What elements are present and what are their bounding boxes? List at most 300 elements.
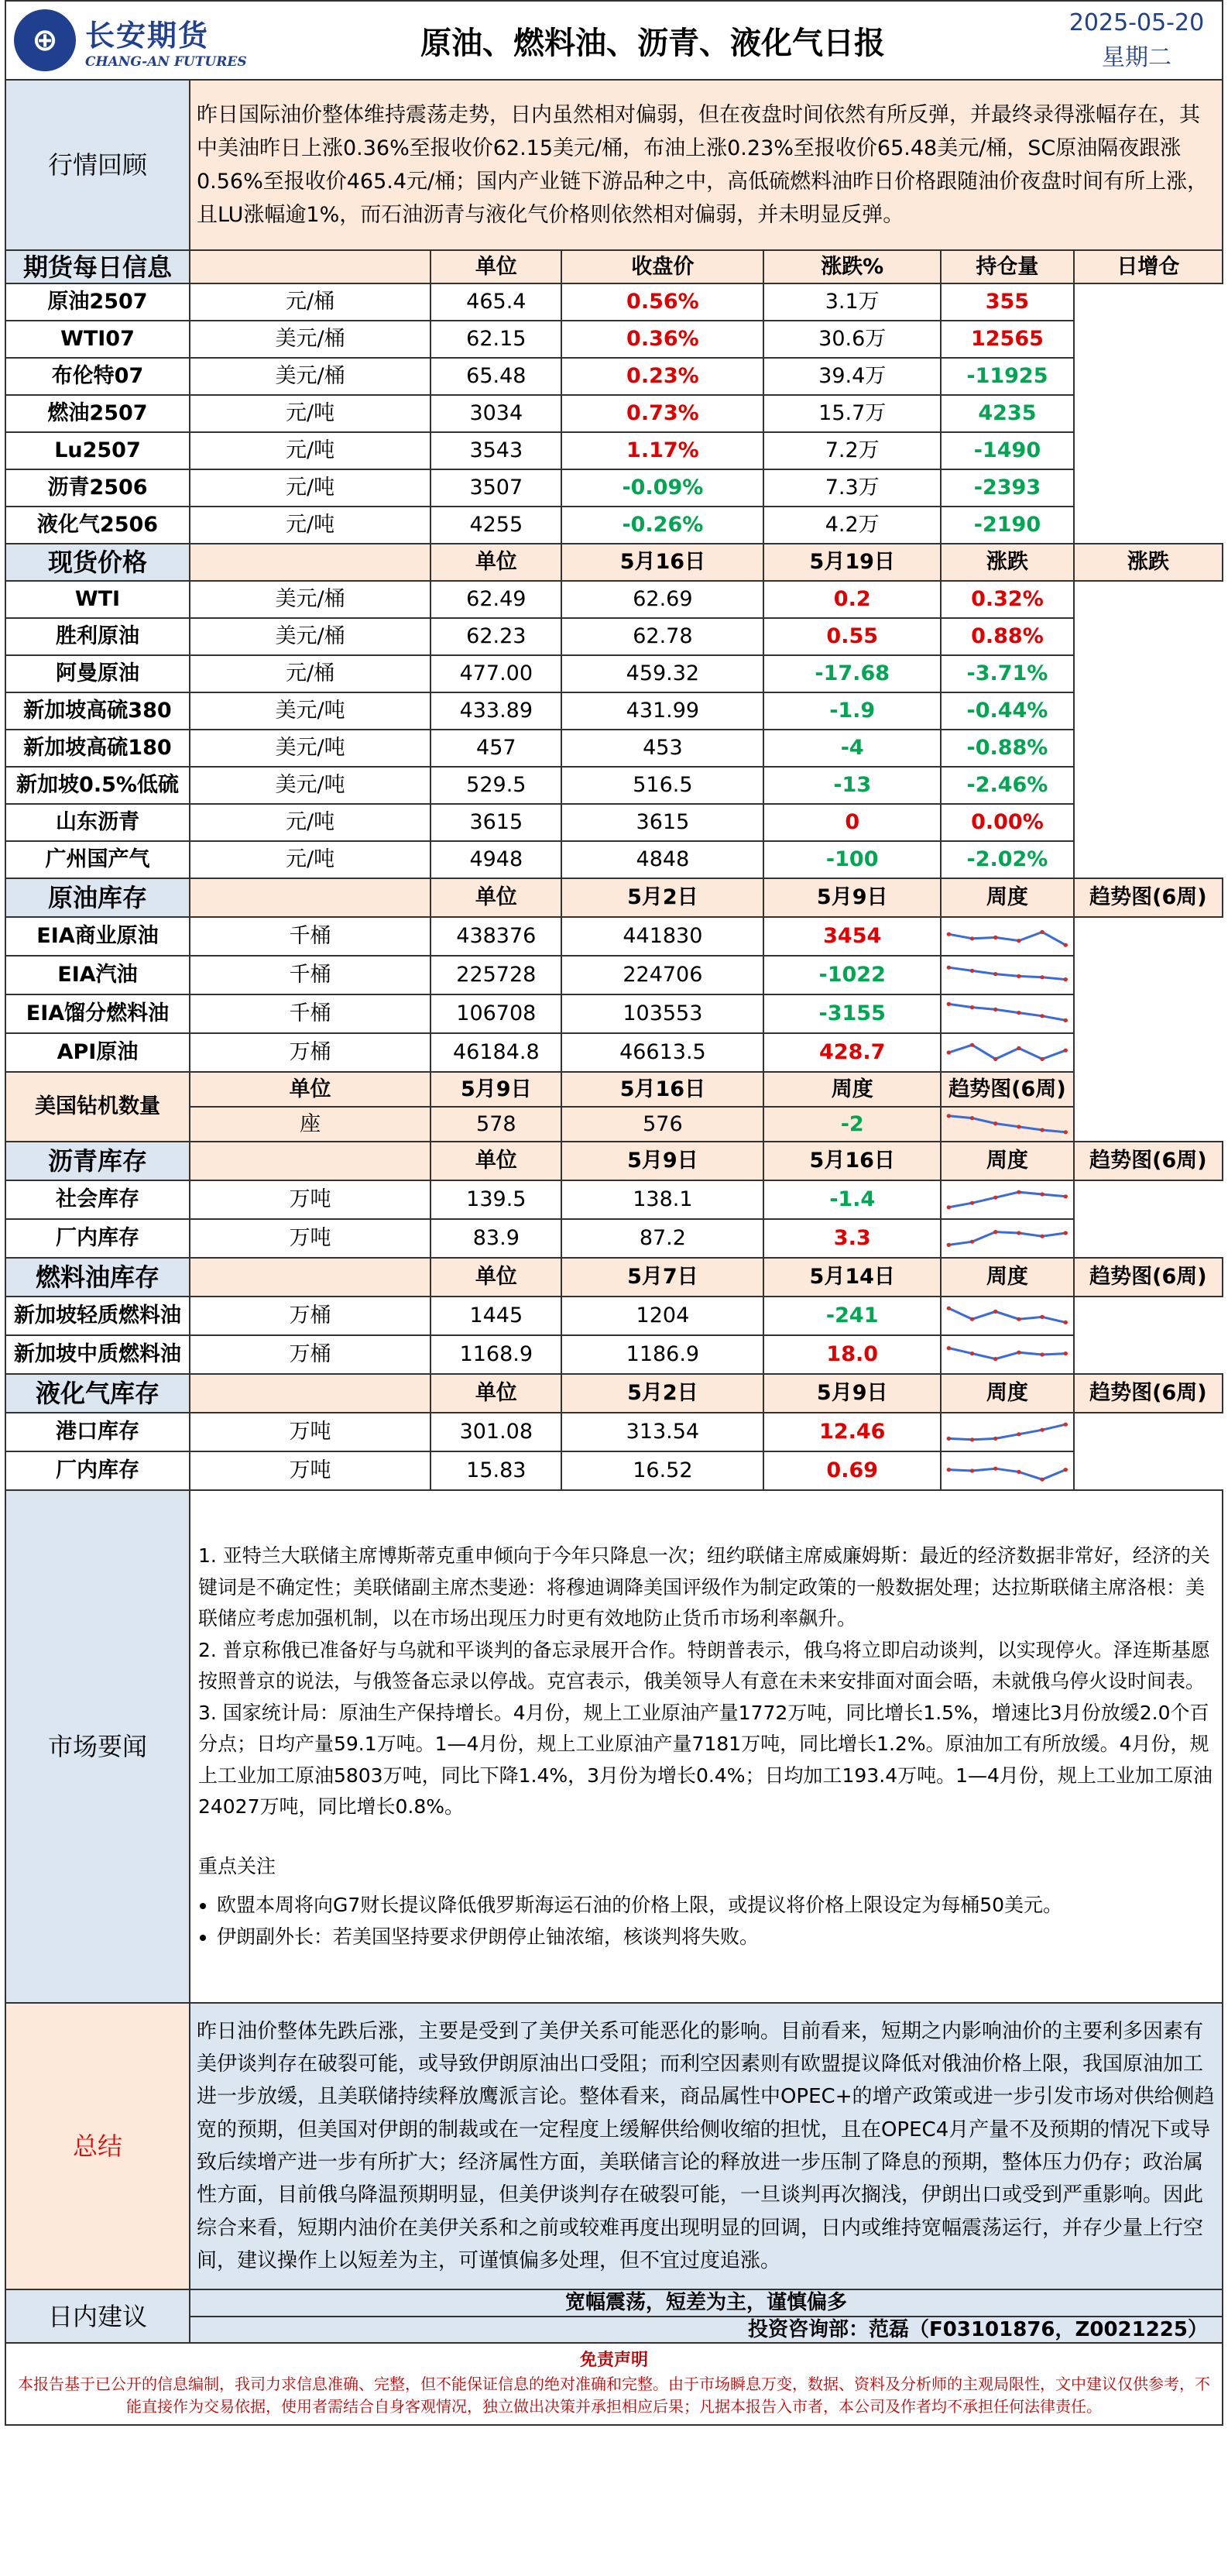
crude-inv-row [5,1033,1223,1072]
futures-close: 65.48 [430,358,561,395]
sparkline [945,1185,1070,1214]
sparkline-point [970,1352,975,1355]
sparkline-point [1040,1192,1044,1196]
spot-row [5,692,1223,730]
sparkline-point [1064,1231,1068,1235]
sparkline-line [949,932,1066,945]
futures-unit: 美元/桶 [190,358,430,395]
futures-unit: 元/吨 [190,432,430,469]
crude-inv-weekly-change: 3454 [763,917,941,956]
crude-inv-value-2: 103553 [561,994,763,1033]
sparkline-line [949,1115,1066,1132]
lpg-inv-value-2: 313.54 [561,1413,763,1451]
bitumen-inv-name: 厂内库存 [5,1219,190,1258]
crude-inv-header: 5月9日 [763,878,941,917]
sparkline-point [1064,1049,1068,1053]
crude-inv-weekly-change: -3155 [763,994,941,1033]
sparkline-point [947,1346,952,1350]
sparkline-point [1040,1235,1044,1238]
crude-inv-unit: 千桶 [190,917,430,956]
crude-inv-name: EIA汽油 [5,956,190,994]
review-text: 昨日国际油价整体维持震荡走势，日内虽然相对偏弱，但在夜盘时间依然有所反弹，并最终录得涨幅存在，其中美油昨日上涨0.36%至报收价62.15美元/桶，布油上涨0.23%至报收价65.48美元/桶，SC原油隔夜跟涨0.56%至报收价465.4元/桶；国内产业链下游品种之中，高低硫燃料油昨日价格跟随油价夜盘时间有所上涨，且LU涨幅逾1%，而石油沥青与液化气价格则依然相对偏弱，并未明显反弹。 [190,80,1223,250]
spot-price-day1: 62.49 [430,581,561,618]
crude-inv-trend-chart [941,994,1074,1033]
sparkline-point [1064,1018,1068,1022]
spot-rows [5,581,1223,878]
news-paragraph: 1. 亚特兰大联储主席博斯蒂克重申倾向于今年只降息一次；纽约联储主席威廉姆斯：最近的经济数据非常好，经济的关键词是不确定性；美联储副主席杰斐逊：将穆迪调降美国评级作为制定政策的一般数据处理；达拉斯联储主席洛根：美联储应考虑加强机制，以在市场出现压力时更有效地防止货币市场利率飙升。 [197,1544,1210,1630]
crude-inv-name: EIA商业原油 [5,917,190,956]
bitumen-header: 5月16日 [763,1142,941,1180]
lpg-header: 5月2日 [561,1374,763,1413]
sparkline-point [993,1357,998,1361]
sparkline-point [1064,1194,1068,1198]
sparkline-point [947,1114,952,1118]
report-header [5,0,1223,79]
sparkline-point [993,1057,998,1061]
spot-row [5,618,1223,655]
sparkline-point [993,1008,998,1012]
sparkline-point [1017,1351,1021,1355]
fuel-inv-weekly-change: 18.0 [763,1335,941,1374]
sparkline-point [1040,1315,1044,1319]
spot-change-pct: -3.71% [941,655,1074,692]
sparkline-point [993,936,998,939]
spot-name: 新加坡高硫180 [5,730,190,767]
sparkline [945,1038,1070,1067]
futures-name: 液化气2506 [5,507,190,544]
sparkline-point [970,1468,975,1472]
crude-inv-value-2: 224706 [561,956,763,994]
lpg-inv-name: 港口库存 [5,1413,190,1451]
report-date-box [1051,5,1222,75]
bitumen-header: 5月9日 [561,1142,763,1180]
fuel-inv-trend-chart [941,1297,1074,1335]
lpg-inv-trend-chart [941,1451,1074,1490]
sparkline-point [993,1467,998,1471]
sparkline-point [1040,1057,1044,1061]
sparkline-point [1040,930,1044,934]
bitumen-inv-trend-chart [941,1180,1074,1219]
fuel-header: 5月14日 [763,1258,941,1297]
focus-title: 重点关注 [197,1854,276,1877]
spot-unit: 美元/吨 [190,730,430,767]
futures-row [5,358,1223,395]
report-weekday: 星期二 [1102,44,1171,71]
sparkline-point [1017,939,1021,943]
fuel-inv-name: 新加坡中质燃料油 [5,1335,190,1374]
spot-row [5,841,1223,878]
futures-oi-change: 4235 [941,395,1074,432]
sparkline-point [993,1437,998,1441]
sparkline-point [970,1437,975,1441]
futures-header: 收盘价 [561,250,763,283]
bitumen-inv-value-1: 139.5 [430,1180,561,1219]
sparkline-point [1064,1352,1068,1355]
futures-open-interest: 4.2万 [763,507,941,544]
spot-price-day1: 477.00 [430,655,561,692]
sparkline-point [1064,943,1068,947]
spot-change: 0.2 [763,581,941,618]
spot-price-day2: 4848 [561,841,763,878]
sparkline-point [970,1317,975,1321]
fuel-inv-unit: 万桶 [190,1335,430,1374]
sparkline-point [947,1205,952,1209]
rig-chg: -2 [763,1107,941,1142]
lpg-header: 单位 [430,1374,561,1413]
futures-header: 单位 [430,250,561,283]
rig-d1: 578 [430,1107,561,1142]
spot-unit: 元/吨 [190,841,430,878]
advice-text: 宽幅震荡，短差为主，谨慎偏多 [190,2289,1223,2317]
focus-item: • 欧盟本周将向G7财长提议降低俄罗斯海运石油的价格上限，或提议将价格上限设定为每桶50美元。 [217,1890,1214,1922]
sparkline-point [1064,1130,1068,1134]
sparkline-line [949,1004,1066,1020]
futures-change-pct: 0.56% [561,283,763,321]
focus-item: • 伊朗副外长：若美国坚持要求伊朗停止铀浓缩，核谈判将失败。 [217,1922,1214,1953]
fuel-inv-row [5,1335,1223,1374]
spot-price-day2: 62.78 [561,618,763,655]
rig-trend-chart [941,1107,1074,1142]
crude-inv-header: 趋势图(6周) [1074,878,1223,917]
lpg-inv-unit: 万吨 [190,1413,430,1451]
futures-name: Lu2507 [5,432,190,469]
sparkline-point [1040,1478,1044,1482]
rig-unit: 座 [190,1107,430,1142]
crude-inv-trend-chart [941,917,1074,956]
rig-header: 单位 [190,1072,430,1107]
spot-header: 5月16日 [561,544,763,581]
spot-name: 广州国产气 [5,841,190,878]
rig-header: 5月16日 [561,1072,763,1107]
futures-header: 日增仓 [1074,250,1223,283]
crude-inv-value-1: 46184.8 [430,1033,561,1072]
futures-unit: 元/吨 [190,469,430,507]
rig-header: 趋势图(6周) [941,1072,1074,1107]
futures-change-pct: -0.09% [561,469,763,507]
spot-price-day2: 453 [561,730,763,767]
bitumen-header: 周度 [941,1142,1074,1180]
spot-price-day1: 433.89 [430,692,561,730]
futures-change-pct: -0.26% [561,507,763,544]
bitumen-inv-unit: 万吨 [190,1219,430,1258]
spot-unit: 美元/桶 [190,581,430,618]
futures-row [5,395,1223,432]
review-label: 行情回顾 [5,80,190,250]
news-paragraph: 3. 国家统计局：原油生产保持增长。4月份，规上工业原油产量1772万吨，同比增长1.5%，增速比3月份放缓2.0个百分点；日均产量59.1万吨。1—4月份，规上工业原油产量7181万吨，同比增长1.2%。原油加工有所放缓。4月份，规上工业加工原油5803万吨，同比下降1.4%，3月份为增长0.4%；日均加工193.4万吨。1—4月份，规上工业加工原油24027万吨，同比增长0.8%。 [197,1701,1213,1818]
report-date: 2025-05-20 [1068,9,1205,36]
crude-inv-rows [5,917,1223,1072]
summary-label: 总结 [5,2003,190,2289]
rig-d2: 576 [561,1107,763,1142]
lpg-inv-unit: 万吨 [190,1451,430,1490]
futures-row [5,507,1223,544]
sparkline-point [1017,1432,1021,1436]
spot-row [5,655,1223,692]
sparkline [945,1110,1070,1139]
lpg-inv-name: 厂内库存 [5,1451,190,1490]
rig-header: 5月9日 [430,1072,561,1107]
lpg-inv-rows [5,1413,1223,1490]
spot-price-day1: 3615 [430,804,561,841]
futures-open-interest: 3.1万 [763,283,941,321]
crude-inv-name: EIA馏分燃料油 [5,994,190,1033]
disclaimer-title: 免责声明 [579,2350,648,2370]
futures-open-interest: 7.2万 [763,432,941,469]
spot-change: -17.68 [763,655,941,692]
fuel-header: 5月7日 [561,1258,763,1297]
sparkline-point [947,1468,952,1472]
summary-text: 昨日油价整体先跌后涨，主要是受到了美伊关系可能恶化的影响。目前看来，短期之内影响油价的主要利多因素有美伊谈判存在破裂可能，或导致伊朗原油出口受阻；而利空因素则有欧盟提议降低对俄油价格上限，我国原油加工进一步放缓，且美联储持续释放鹰派言论。整体看来，商品属性中OPEC+的增产政策或进一步引发市场对供给侧趋宽的预期，但美国对伊朗的制裁或在一定程度上缓解供给侧收缩的担忧，且在OPEC4月产量不及预期的情况下或导致后续增产进一步有所扩大；经济属性方面，美联储言论的释放进一步压制了降息的预期，整体压力仍存；政治属性方面，目前俄乌降温预期明显，但美伊谈判存在破裂可能，一旦谈判再次搁浅，伊朗出口或受到严重影响。因此综合来看，短期内油价在美伊关系和之前或较难再度出现明显的回调，日内或维持宽幅震荡运行，并存少量上行空间，建议操作上以短差为主，可谨慎偏多处理，但不宜过度追涨。 [190,2003,1223,2289]
spot-price-day2: 431.99 [561,692,763,730]
bitumen-header: 单位 [430,1142,561,1180]
spot-name: 新加坡高硫380 [5,692,190,730]
lpg-inv-value-1: 15.83 [430,1451,561,1490]
futures-label: 期货每日信息 [5,250,190,283]
futures-header: 涨跌% [763,250,941,283]
spot-change: 0 [763,804,941,841]
sparkline-point [1017,1125,1021,1128]
lpg-inv-weekly-change: 0.69 [763,1451,941,1490]
sparkline-point [947,1437,952,1441]
spot-row [5,804,1223,841]
bitumen-inv-row [5,1180,1223,1219]
crude-inv-unit: 千桶 [190,956,430,994]
sparkline-point [970,1116,975,1120]
spot-price-day2: 3615 [561,804,763,841]
spot-change-pct: -0.88% [941,730,1074,767]
sparkline-point [993,1230,998,1234]
brand-name-cn: 长安期货 [85,18,210,53]
sparkline-point [1017,974,1021,978]
sparkline-point [1040,1014,1044,1018]
news-content [190,1490,1223,2003]
lpg-inv-label: 液化气库存 [5,1374,190,1413]
report-title: 原油、燃料油、沥青、液化气日报 [420,25,885,61]
sparkline-point [947,966,952,970]
sparkline [945,1456,1070,1485]
futures-close: 4255 [430,507,561,544]
futures-oi-change: 12565 [941,321,1074,358]
crude-inv-name: API原油 [5,1033,190,1072]
fuel-inv-unit: 万桶 [190,1297,430,1335]
lpg-inv-row [5,1413,1223,1451]
spot-header: 涨跌 [1074,544,1223,581]
sparkline-point [947,1050,952,1054]
sparkline [945,922,1070,951]
sparkline-point [970,936,975,940]
spot-unit: 美元/吨 [190,767,430,804]
fuel-inv-weekly-change: -241 [763,1297,941,1335]
sparkline [945,1340,1070,1369]
sparkline-line [949,1308,1066,1322]
crude-inv-value-2: 441830 [561,917,763,956]
crude-inv-value-2: 46613.5 [561,1033,763,1072]
crude-inv-row [5,917,1223,956]
futures-oi-change: 355 [941,283,1074,321]
report-page [5,0,1223,2426]
lpg-inv-row [5,1451,1223,1490]
report-table [5,79,1223,2344]
spot-change-pct: -0.44% [941,692,1074,730]
lpg-inv-trend-chart [941,1413,1074,1451]
crude-inv-weekly-change: 428.7 [763,1033,941,1072]
futures-close: 3034 [430,395,561,432]
fuel-inv-value-1: 1445 [430,1297,561,1335]
crude-inv-value-1: 106708 [430,994,561,1033]
futures-change-pct: 0.36% [561,321,763,358]
futures-oi-change: -11925 [941,358,1074,395]
spot-header: 5月19日 [763,544,941,581]
spot-change: 0.55 [763,618,941,655]
sparkline [945,1417,1070,1447]
spot-unit: 美元/吨 [190,692,430,730]
spot-change-pct: -2.46% [941,767,1074,804]
futures-name: 燃油2507 [5,395,190,432]
fuel-header: 周度 [941,1258,1074,1297]
futures-row [5,283,1223,321]
sparkline-point [1064,1468,1068,1472]
spot-price-day1: 62.23 [430,618,561,655]
sparkline-point [1064,1321,1068,1324]
spot-change: -100 [763,841,941,878]
sparkline [945,999,1070,1029]
sparkline-point [947,1243,952,1247]
futures-oi-change: -1490 [941,432,1074,469]
sparkline-line [949,1468,1066,1479]
spot-name: 山东沥青 [5,804,190,841]
crude-inv-label: 原油库存 [5,878,190,917]
spot-change-pct: 0.88% [941,618,1074,655]
crude-inv-value-1: 438376 [430,917,561,956]
bitumen-inv-value-2: 87.2 [561,1219,763,1258]
futures-row [5,469,1223,507]
fuel-inv-value-2: 1204 [561,1297,763,1335]
futures-name: WTI07 [5,321,190,358]
futures-change-pct: 0.73% [561,395,763,432]
sparkline-point [1017,1317,1021,1321]
sparkline-point [1064,977,1068,981]
futures-close: 62.15 [430,321,561,358]
spot-name: 阿曼原油 [5,655,190,692]
bitumen-inv-label: 沥青库存 [5,1142,190,1180]
sparkline-point [947,1002,952,1006]
futures-open-interest: 30.6万 [763,321,941,358]
fuel-inv-rows [5,1297,1223,1374]
spot-name: 新加坡0.5%低硫 [5,767,190,804]
futures-name: 沥青2506 [5,469,190,507]
futures-row [5,321,1223,358]
fuel-inv-row [5,1297,1223,1335]
bitumen-header: 趋势图(6周) [1074,1142,1223,1180]
sparkline-line [949,1348,1066,1359]
futures-name: 原油2507 [5,283,190,321]
spot-price-day1: 4948 [430,841,561,878]
futures-rows [5,283,1223,544]
spot-row [5,767,1223,804]
sparkline-point [1064,1423,1068,1427]
crude-inv-header: 单位 [430,878,561,917]
spot-change-pct: 0.00% [941,804,1074,841]
futures-close: 465.4 [430,283,561,321]
spot-unit: 元/桶 [190,655,430,692]
futures-unit: 元/吨 [190,507,430,544]
sparkline-point [1017,1470,1021,1474]
sparkline-point [1040,1352,1044,1356]
sparkline-line [949,967,1066,979]
brand-name-en: CHANG-AN FUTURES [85,53,247,70]
futures-unit: 元/桶 [190,283,430,321]
futures-close: 3543 [430,432,561,469]
fuel-inv-value-1: 1168.9 [430,1335,561,1374]
bitumen-inv-value-2: 138.1 [561,1180,763,1219]
spot-name: 胜利原油 [5,618,190,655]
futures-row [5,432,1223,469]
futures-change-pct: 0.23% [561,358,763,395]
spot-name: WTI [5,581,190,618]
futures-close: 3507 [430,469,561,507]
lpg-header: 趋势图(6周) [1074,1374,1223,1413]
crude-inv-value-1: 225728 [430,956,561,994]
crude-inv-unit: 万桶 [190,1033,430,1072]
futures-open-interest: 15.7万 [763,395,941,432]
sparkline [945,1224,1070,1253]
sparkline-point [947,1307,952,1310]
futures-unit: 元/吨 [190,395,430,432]
lpg-inv-value-1: 301.08 [430,1413,561,1451]
spot-change-pct: 0.32% [941,581,1074,618]
spot-change-pct: -2.02% [941,841,1074,878]
spot-unit: 美元/桶 [190,618,430,655]
news-paragraph: 2. 普京称俄已准备好与乌就和平谈判的备忘录展开合作。特朗普表示，俄乌将立即启动谈判，以实现停火。泽连斯基愿按照普京的说法，与俄签备忘录以停战。克宫表示，俄美领导人有意在未来安排面对面会晤，未就俄乌停火设时间表。 [197,1638,1210,1692]
advisor-info: 投资咨询部：范磊（F03101876，Z0021225） [190,2317,1223,2344]
futures-open-interest: 39.4万 [763,358,941,395]
rig-count-name: 美国钻机数量 [5,1072,190,1142]
logo-emblem-icon: ⊕ [14,9,76,71]
crude-inv-trend-chart [941,956,1074,994]
spot-row [5,730,1223,767]
bitumen-inv-unit: 万吨 [190,1180,430,1219]
sparkline-point [970,1043,975,1047]
futures-oi-change: -2393 [941,469,1074,507]
disclaimer [5,2344,1223,2426]
fuel-inv-name: 新加坡轻质燃料油 [5,1297,190,1335]
spot-price-day1: 457 [430,730,561,767]
spot-price-day1: 529.5 [430,767,561,804]
spot-price-day2: 62.69 [561,581,763,618]
spot-price-day2: 516.5 [561,767,763,804]
bitumen-inv-row [5,1219,1223,1258]
sparkline-point [970,1201,975,1205]
sparkline-point [993,1196,998,1200]
sparkline-point [1040,975,1044,979]
crude-inv-row [5,956,1223,994]
futures-change-pct: 1.17% [561,432,763,469]
bitumen-inv-weekly-change: 3.3 [763,1219,941,1258]
crude-inv-weekly-change: -1022 [763,956,941,994]
spot-label: 现货价格 [5,544,190,581]
crude-inv-unit: 千桶 [190,994,430,1033]
sparkline [945,1301,1070,1331]
sparkline-point [947,933,952,936]
disclaimer-text: 本报告基于已公开的信息编制，我司力求信息准确、完整，但不能保证信息的绝对准确和完整。由于市场瞬息万变，数据、资料及分析师的主观局限性，文中建议仅供参考，不能直接作为交易依据，使用者需结合自身客观情况，独立做出决策并承担相应后果；凡据本报告入市者，本公司及作者均不承担任何法律责任。 [18,2374,1210,2416]
sparkline-point [993,1121,998,1125]
spot-header: 单位 [430,544,561,581]
crude-inv-trend-chart [941,1033,1074,1072]
bitumen-inv-weekly-change: -1.4 [763,1180,941,1219]
sparkline-point [1017,1046,1021,1050]
lpg-inv-weekly-change: 12.46 [763,1413,941,1451]
crude-inv-header: 5月2日 [561,878,763,917]
